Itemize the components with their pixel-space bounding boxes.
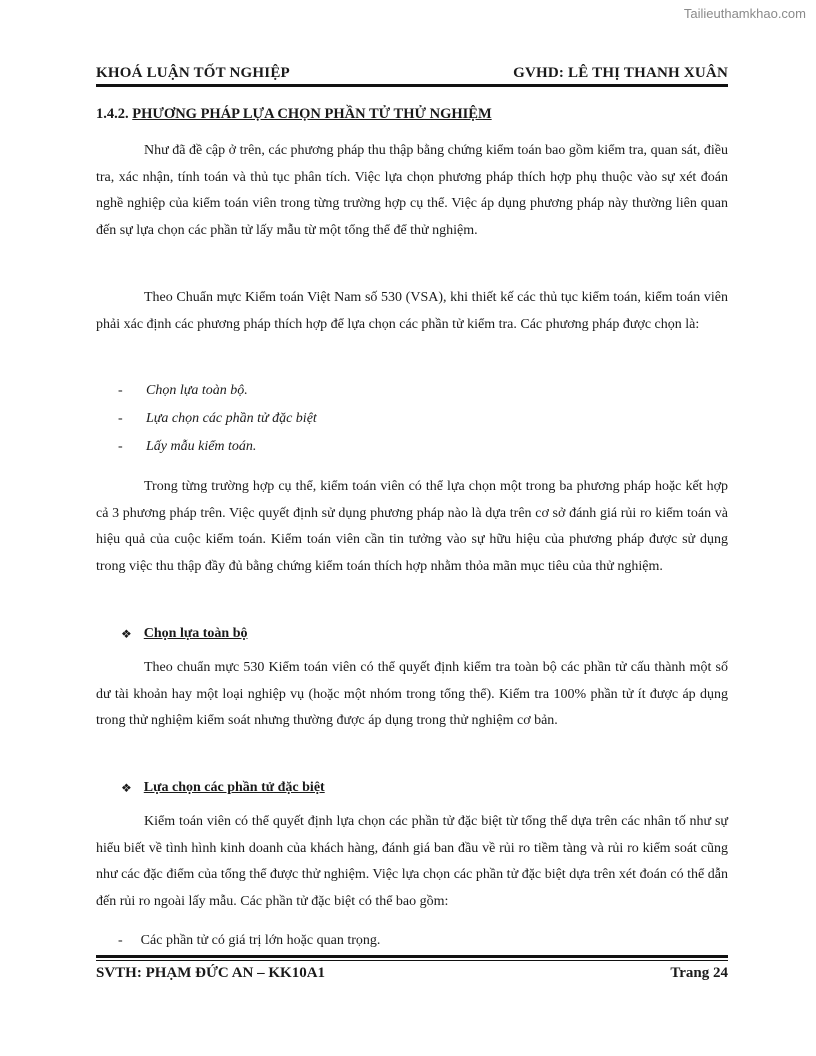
paragraph-5: Kiểm toán viên có thể quyết định lựa chọn các phần tử đặc biệt từ tổng thể dựa trên các nhân tố như sự hiểu biết về tình hình kinh doanh của khách hàng, đánh giá ban đầu về rủi ro tiềm tàng và rủi ro kiểm soát cũng như các đặc điểm của tổng thể được thử nghiệm. Việc lựa chọn các phần tử đặc biệt dựa trên xét đoán có thể dẫn đến rủi ro ngoài lấy mẫu. Các phần tử đặc biệt có thể bao gồm:: [96, 814, 728, 909]
watermark: Tailieuthamkhao.com: [683, 6, 806, 21]
paragraph-1: Như đã đề cập ở trên, các phương pháp thu thập bằng chứng kiểm toán bao gồm kiểm tra, quan sát, điều tra, xác nhận, tính toán và thủ tục phân tích. Việc lựa chọn phương pháp thích hợp phụ thuộc vào sự xét đoán nghề nghiệp của kiểm toán viên trong từng trường hợp cụ thể. Việc áp dụng phương pháp này thường liên quan đến sự lựa chọn các phần tử lấy mẫu từ một tổng thể để thử nghiệm.: [96, 143, 728, 238]
paragraph-4: Theo chuẩn mực 530 Kiểm toán viên có thể quyết định kiểm tra toàn bộ các phần tử cấu thành một số dư tài khoản hay một loại nghiệp vụ (hoặc một nhóm trong tổng thể). Kiểm tra 100% phần tử ít được áp dụng trong thử nghiệm kiểm soát nhưng thường được áp dụng trong thử nghiệm cơ bản.: [96, 660, 728, 728]
subheading-1-label: Chọn lựa toàn bộ: [143, 626, 248, 641]
list-item-label: Các phần tử có giá trị lớn hoặc quan trọng.: [140, 933, 381, 948]
paragraph-3: Trong từng trường hợp cụ thể, kiểm toán viên có thể lựa chọn một trong ba phương pháp hoặc kết hợp cả 3 phương pháp trên. Việc quyết định sử dụng phương pháp nào là dựa trên cơ sở đánh giá rủi ro kiểm toán và hiệu quả của cuộc kiểm toán. Kiểm toán viên cần tin tưởng vào sự hữu hiệu của phương pháp được sử dụng trong việc thu thập đầy đủ bằng chứng kiểm toán thích hợp nhằm thỏa mãn mục tiêu của thử nghiệm.: [96, 479, 728, 574]
list-item: [118, 933, 380, 949]
method-item-3: [118, 439, 256, 455]
subheading-2: [121, 780, 325, 796]
page-header: [96, 60, 728, 82]
method-label-3: Lấy mẫu kiểm toán.: [146, 439, 257, 454]
subheading-1: [121, 626, 247, 642]
method-label-2: Lựa chọn các phần tử đặc biệt: [146, 411, 317, 426]
paragraph-2: Theo Chuẩn mực Kiểm toán Việt Nam số 530 (VSA), khi thiết kế các thủ tục kiểm toán, kiểm toán viên phải xác định các phương pháp thích hợp để lựa chọn các phần tử kiểm tra. Các phương pháp được chọn là:: [96, 290, 728, 332]
footer-rule-thick: [96, 955, 728, 958]
page-number: Trang 24: [670, 965, 728, 981]
bullet-dash: -: [118, 933, 123, 948]
method-item-1: [118, 383, 248, 399]
diamond-bullet-icon: ❖: [121, 780, 132, 795]
section-title-text: PHƯƠNG PHÁP LỰA CHỌN PHẦN TỬ THỬ NGHIỆM: [132, 106, 492, 122]
diamond-bullet-icon: ❖: [121, 626, 132, 641]
page-footer: [96, 962, 728, 982]
bullet-dash: -: [118, 439, 123, 454]
subheading-2-label: Lựa chọn các phần tử đặc biệt: [143, 780, 325, 795]
header-rule: [96, 84, 728, 87]
section-number: 1.4.2.: [96, 106, 129, 122]
header-right: GVHD: LÊ THỊ THANH XUÂN: [513, 65, 728, 81]
method-label-1: Chọn lựa toàn bộ.: [146, 383, 248, 398]
section-title: [96, 106, 492, 123]
header-left: KHOÁ LUẬN TỐT NGHIỆP: [96, 65, 290, 81]
footer-left: SVTH: PHẠM ĐỨC AN – KK10A1: [96, 965, 326, 981]
method-item-2: [118, 411, 317, 427]
bullet-dash: -: [118, 411, 123, 426]
footer-rule-thin: [96, 960, 728, 961]
bullet-dash: -: [118, 383, 123, 398]
